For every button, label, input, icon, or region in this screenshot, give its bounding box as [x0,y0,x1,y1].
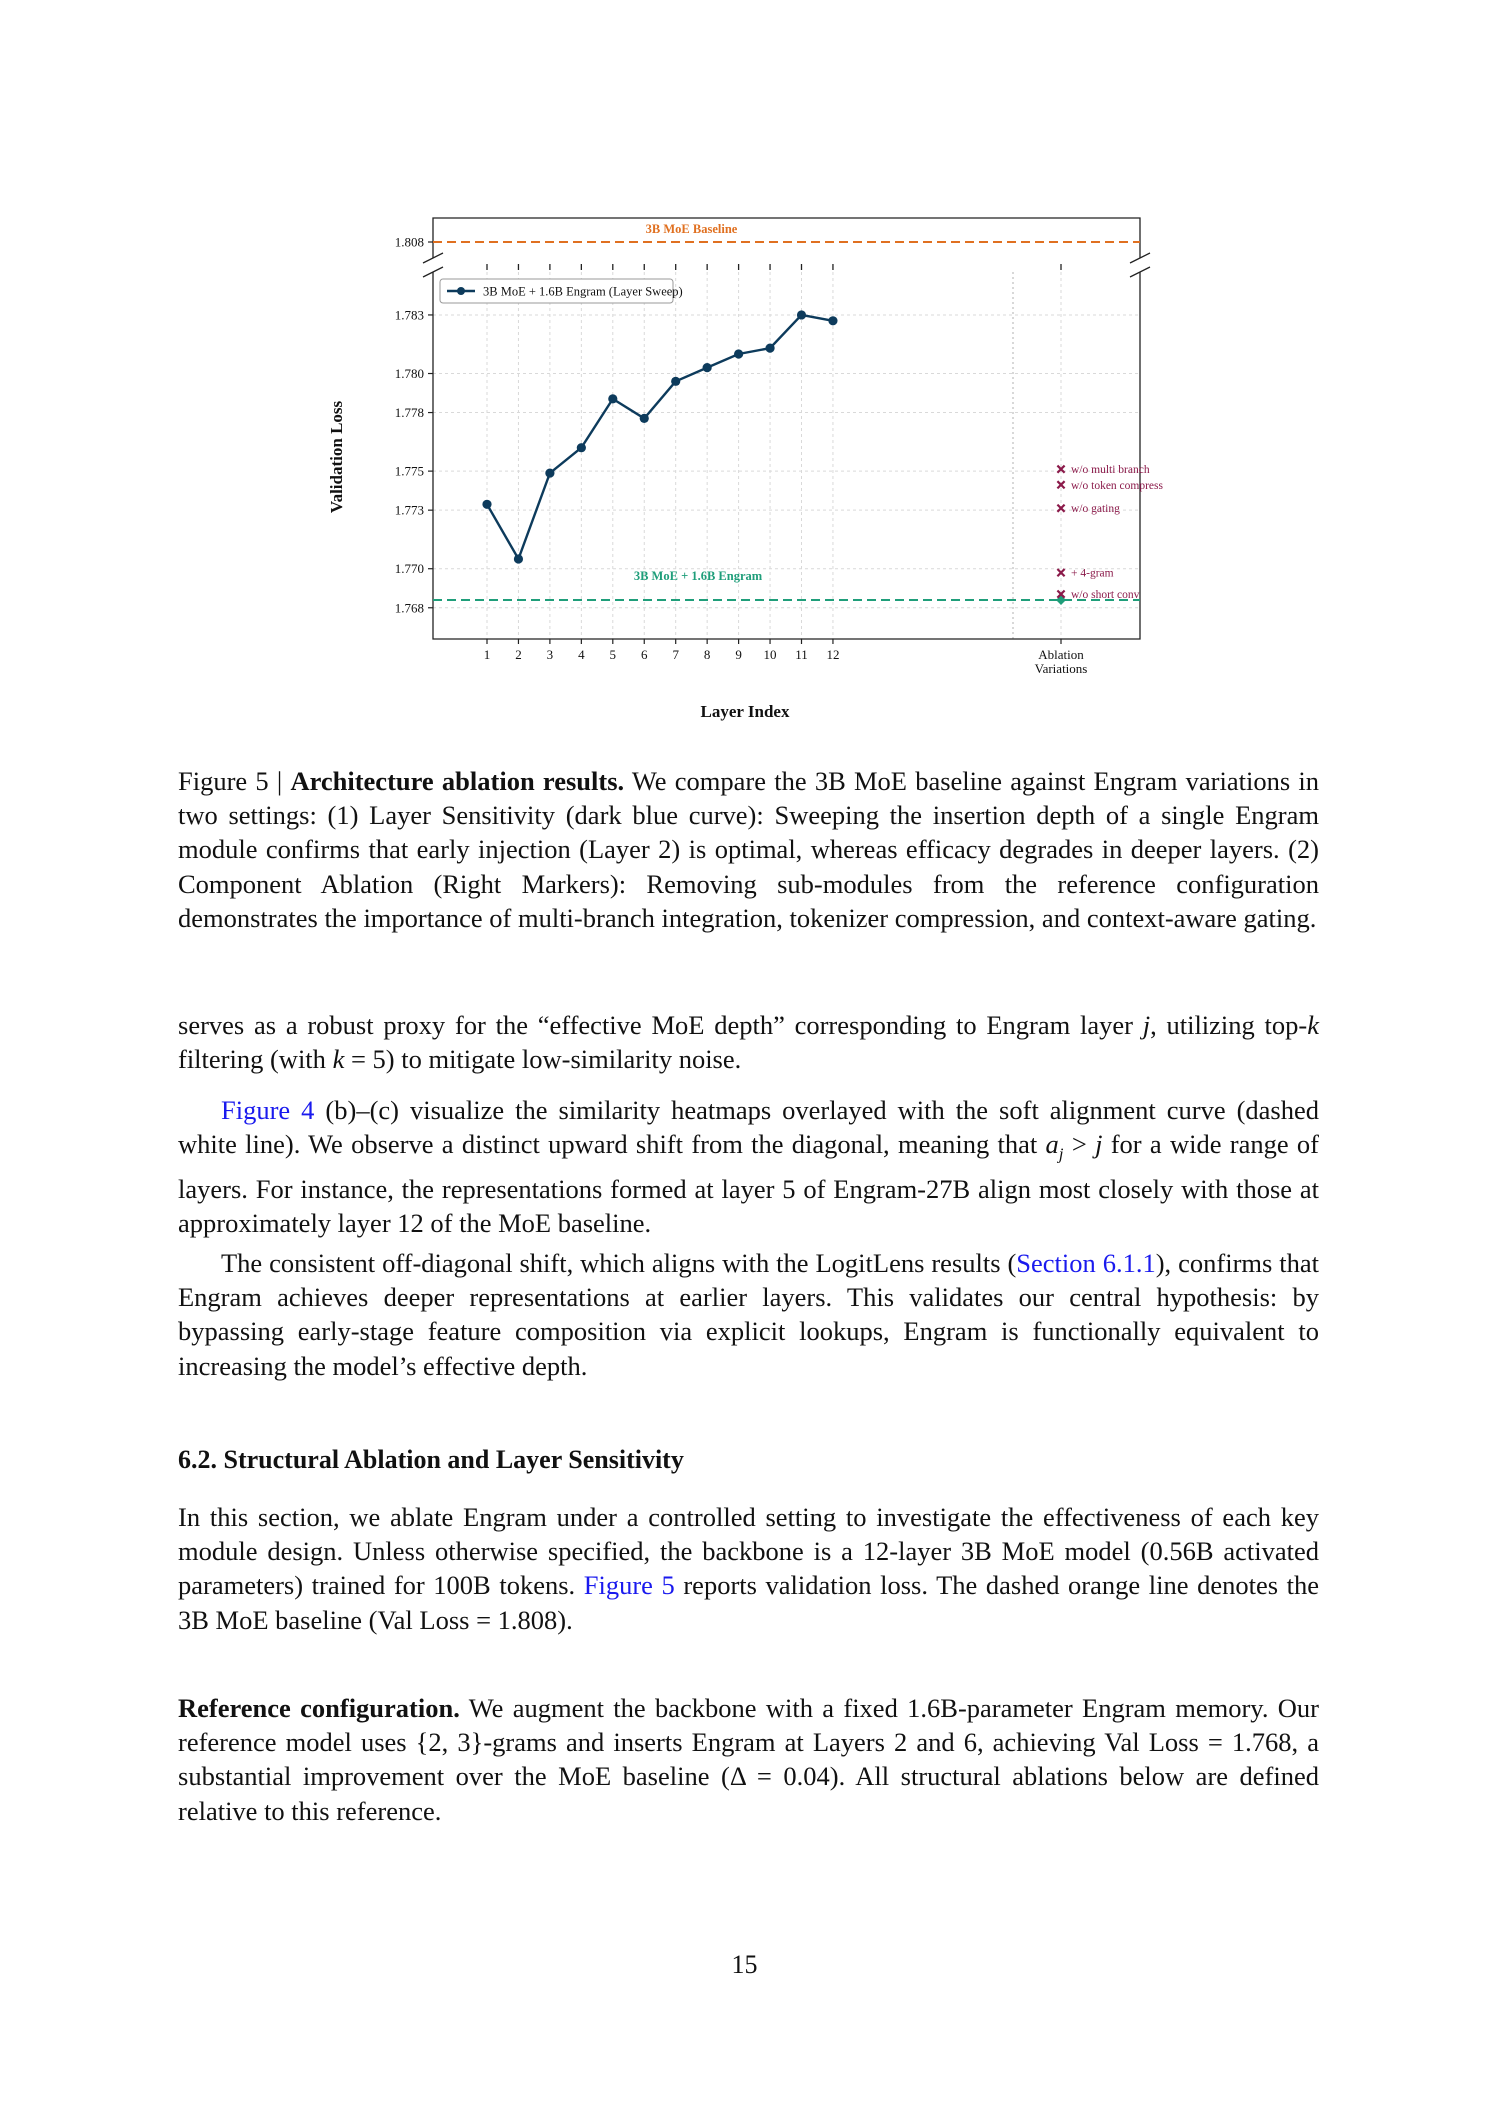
x-axis-title: Layer Index [700,702,790,721]
layer-sweep-point [482,500,491,509]
x-tick-label: 3 [546,647,554,662]
y-tick-label: 1.768 [394,600,424,616]
paragraph-3: The consistent off-diagonal shift, which aligns with the LogitLens results (Section 6.1.1), confirms that Engram achieves deeper representations at earlier layers. This validates our central hypothesis: by bypassing early-stage feature composition via explicit lookups, Engram is functionally equivalent to increasing the model’s effective depth. [178,1248,1319,1381]
paragraph-1: serves as a robust proxy for the “effective MoE depth” corresponding to Engram layer j, utilizing top-k filtering (with k = 5) to mitigate low-similarity noise. [178,1010,1320,1075]
x-tick-label: 6 [641,647,648,662]
ablation-label: w/o multi branch [1071,464,1150,477]
ablation-tick-label: Variations [1034,661,1088,676]
caption-prefix: Figure 5 | [178,766,291,796]
y-tick-label: 1.770 [394,561,424,577]
caption-title: Architecture ablation results. [290,766,625,796]
caption-body: We compare the 3B MoE baseline against Engram variations in two settings: (1) Layer Sensitivity (dark blue curve): Sweeping the insertion depth of a single Engram module confirms that early injection (Layer 2) is optimal, whereas efficacy degrades in deeper layers. (2) Component Ablation (Right Markers): Removing sub-modules from the reference configuration demonstrates the importance of multi-branch integration, tokenizer compression, and context-aware gating. [178,766,1319,933]
layer-sweep-point [828,316,837,325]
x-tick-label: 4 [578,647,585,662]
upper-frame [433,218,1140,258]
layer-sweep-point [514,554,523,563]
ablation-x-marker [1057,505,1064,512]
ablation-label: w/o token compress [1071,479,1163,492]
x-tick-label: 12 [826,647,840,662]
x-tick-label: 1 [483,647,491,662]
layer-sweep-point [671,377,680,386]
x-tick-label: 8 [703,647,711,662]
y-tick-label: 1.773 [394,502,424,518]
section-6-1-1-link[interactable]: Section 6.1.1 [1016,1248,1156,1278]
layer-sweep-point [734,349,743,358]
figure-caption [178,764,1319,935]
legend-label: 3B MoE + 1.6B Engram (Layer Sweep) [483,284,683,299]
layer-sweep-point [765,344,774,353]
legend-point-swatch [457,287,465,295]
ablation-label: w/o gating [1071,503,1120,516]
paragraph-2: Figure 4 (b)–(c) visualize the similarity heatmaps overlayed with the soft alignment curve (dashed white line). We observe a distinct upward shift from the diagonal, meaning that $a_j > j$ for a wide range of layers. For instance, the representations formed at layer 5 of Engram-27B align most closely with those at approximately layer 12 of the MoE baseline. [178,1095,1320,1238]
layer-sweep-point [640,414,649,423]
y-tick-label: 1.783 [394,307,424,323]
figure-4-link[interactable]: Figure 4 [221,1095,315,1125]
layer-sweep-point [703,363,712,372]
ablation-markers [1057,464,1163,601]
ablation-label: w/o short conv [1071,589,1140,602]
lower-frame [433,272,1140,639]
layer-sweep-point [608,394,617,403]
section-heading: 6.2. Structural Ablation and Layer Sensitivity [178,1445,684,1474]
x-tick-label: 10 [763,647,777,662]
reference-config-label: Reference configuration. [178,1693,460,1723]
moe-baseline-label: 3B MoE Baseline [645,222,738,236]
layer-sweep-point [577,443,586,452]
x-tick-label: 2 [515,647,522,662]
y-tick-label: 1.780 [394,366,424,382]
x-tick-label: 11 [795,647,808,662]
ablation-chart [300,200,1200,750]
x-tick-label: 9 [735,647,742,662]
series-layer [482,310,837,563]
y-tick-label: 1.778 [394,405,424,421]
legend [440,279,683,303]
engram-reference-label: 3B MoE + 1.6B Engram [633,568,763,583]
y-tick-label: 1.775 [394,463,424,479]
ablation-label: + 4-gram [1071,567,1114,580]
layer-sweep-point [797,310,806,319]
ablation-x-marker [1057,569,1064,576]
x-tick-label: 5 [609,647,617,662]
ablation-tick-label: Ablation [1038,647,1084,662]
y-axis-title: Validation Loss [327,400,346,514]
layer-sweep-point [545,468,554,477]
grid-lines [433,272,1140,639]
x-tick-label: 7 [672,647,679,662]
paragraph-4: In this section, we ablate Engram under a controlled setting to investigate the effectiveness of each key module design. Unless otherwise specified, the backbone is a 12-layer 3B MoE model (0.56B activated parameters) trained for 100B tokens. Figure 5 reports validation loss. The dashed orange line denotes the 3B MoE baseline (Val Loss = 1.808). [178,1502,1319,1635]
figure-5-link[interactable]: Figure 5 [583,1570,675,1601]
paragraph-5: Reference configuration. We augment the backbone with a fixed 1.6B-parameter Engram memory. Our reference model uses {2, 3}-grams and inserts Engram at Layers 2 and 6, achieving Val Loss = 1.768, a substantial improvement over the MoE baseline (Δ = 0.04). All structural ablations below are defined relative to this reference. [178,1693,1319,1826]
layer-sweep-line [487,315,833,559]
y-tick-label: 1.808 [394,234,424,250]
page-number: 15 [731,1950,758,1979]
